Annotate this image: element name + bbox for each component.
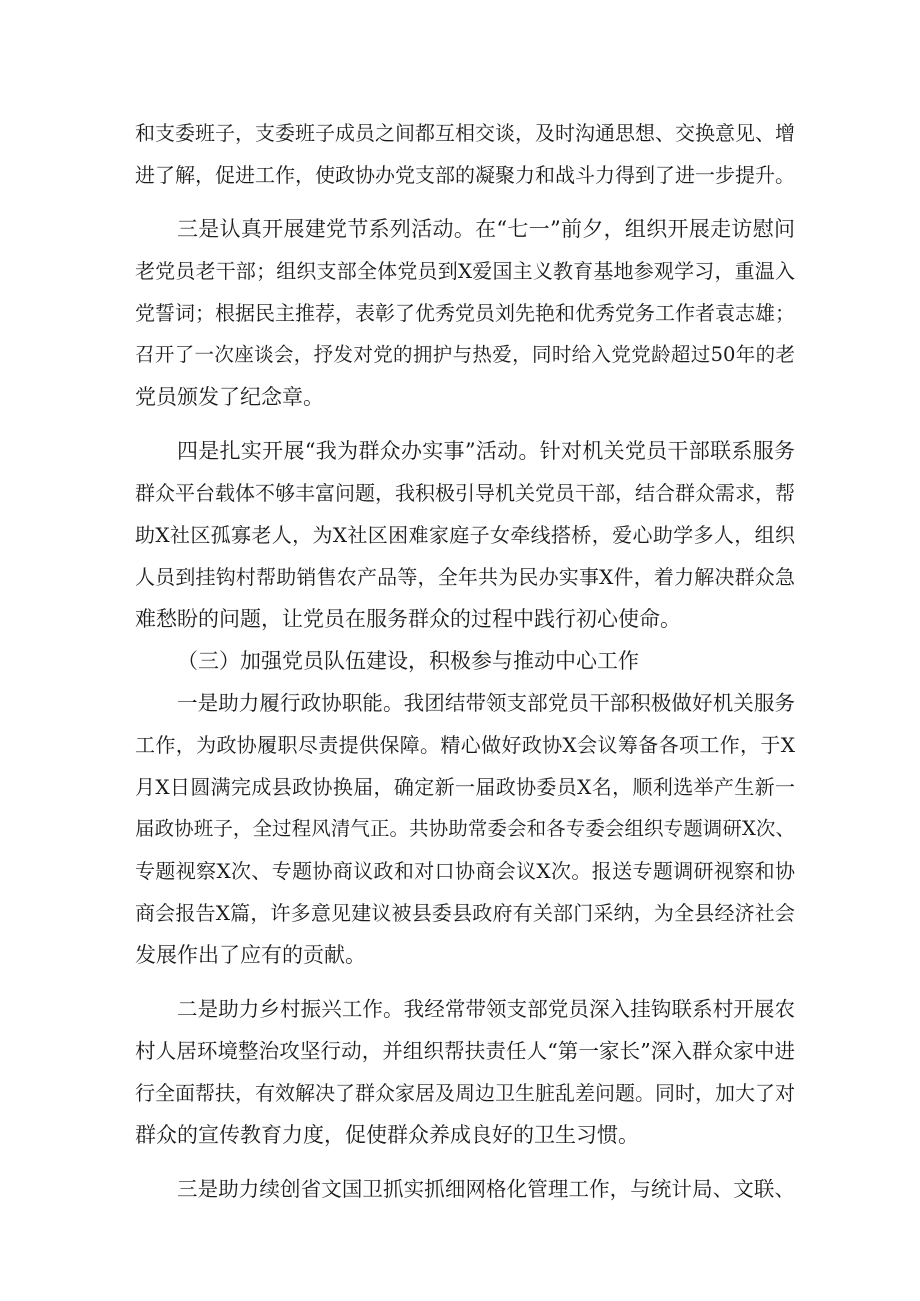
paragraph-line: 发展作出了应有的贡献。 (135, 943, 366, 967)
paragraph-line: 党员颁发了纪念章。 (135, 385, 324, 409)
paragraph-line: 二是助力乡村振兴工作。我经常带领支部党员深入挂钩联系村开展农 (177, 997, 795, 1021)
paragraph-line: 和支委班子，支委班子成员之间都互相交谈，及时沟通思想、交换意见、增 (135, 121, 795, 145)
paragraph-line: 村人居环境整治攻坚行动，并组织帮扶责任人“第一家长”深入群众家中进 (135, 1039, 795, 1063)
paragraph-line: 三是认真开展建党节系列活动。在“七一”前夕，组织开展走访慰问 (177, 217, 795, 241)
paragraph-line: 群众平台载体不够丰富问题，我积极引导机关党员干部，结合群众需求，帮 (135, 481, 795, 505)
paragraph-line: 商会报告X篇，许多意见建议被县委县政府有关部门采纳，为全县经济社会 (135, 901, 795, 925)
paragraph-line: 进了解，促进工作，使政协办党支部的凝聚力和战斗力得到了进一步提升。 (135, 163, 795, 187)
paragraph-line: 届政协班子，全过程风清气正。共协助常委会和各专委会组织专题调研X次、 (135, 817, 795, 840)
paragraph-line: 人员到挂钩村帮助销售农产品等，全年共为民办实事X件，着力解决群众急 (135, 565, 795, 589)
paragraph-line: 助X社区孤寡老人，为X社区困难家庭子女牵线搭桥，爱心助学多人，组织 (135, 523, 795, 547)
paragraph-line: 群众的宣传教育力度，促使群众养成良好的卫生习惯。 (135, 1123, 639, 1147)
paragraph-line: 难愁盼的问题，让党员在服务群众的过程中践行初心使命。 (135, 607, 681, 631)
paragraph-line: 行全面帮扶，有效解决了群众家居及周边卫生脏乱差问题。同时，加大了对 (135, 1081, 795, 1105)
paragraph-line: 一是助力履行政协职能。我团结带领支部党员干部积极做好机关服务 (177, 691, 795, 715)
paragraph-line: 老党员老干部；组织支部全体党员到X爱国主义教育基地参观学习，重温入 (135, 259, 795, 283)
paragraph-line: 召开了一次座谈会，抒发对党的拥护与热爱，同时给入党党龄超过50年的老 (135, 343, 795, 366)
paragraph-line: 三是助力续创省文国卫抓实抓细网格化管理工作，与统计局、文联、 (177, 1177, 795, 1201)
paragraph-line: 月X日圆满完成县政协换届，确定新一届政协委员X名，顺利选举产生新一 (135, 775, 795, 799)
paragraph-line: 专题视察X次、专题协商议政和对口协商会议X次。报送专题调研视察和协 (135, 859, 795, 883)
paragraph-line: 四是扎实开展“我为群众办实事”活动。针对机关党员干部联系服务 (177, 439, 795, 463)
section-heading: （三）加强党员队伍建设，积极参与推动中心工作 (177, 649, 639, 673)
paragraph-line: 党誓词；根据民主推荐，表彰了优秀党员刘先艳和优秀党务工作者袁志雄； (135, 301, 795, 325)
paragraph-line: 工作，为政协履职尽责提供保障。精心做好政协X会议筹备各项工作，于X (135, 733, 795, 757)
